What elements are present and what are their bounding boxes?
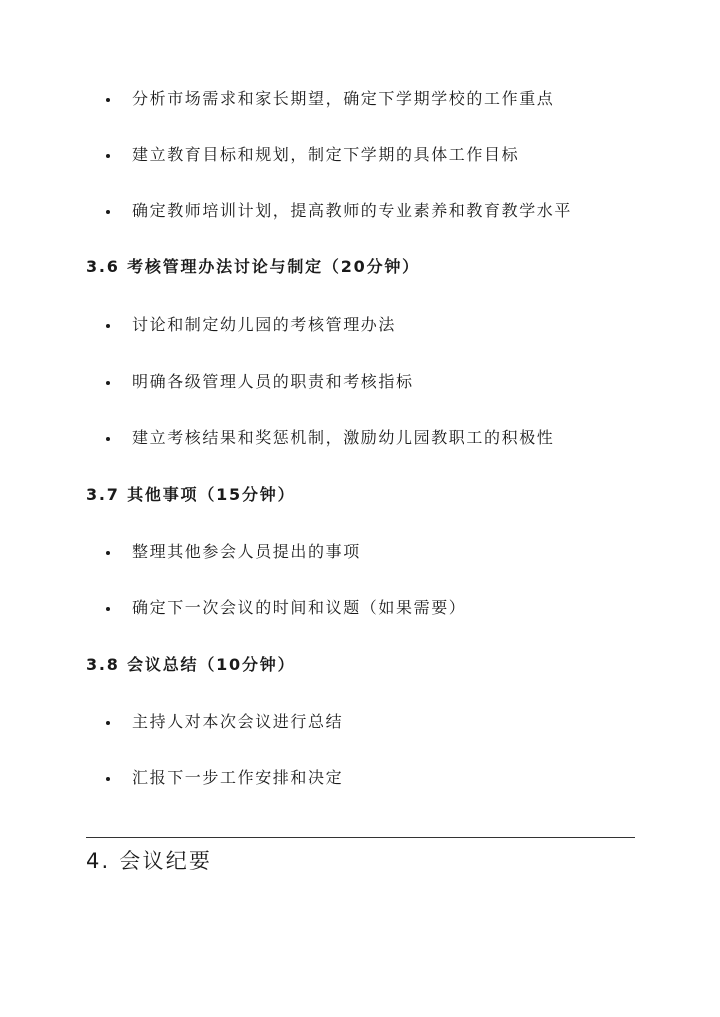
bullet-dot-icon <box>106 607 110 611</box>
list-item-text: 建立教育目标和规划，制定下学期的具体工作目标 <box>132 145 520 164</box>
bullet-dot-icon <box>106 154 110 158</box>
bullet-dot-icon <box>106 551 110 555</box>
bullet-dot-icon <box>106 381 110 385</box>
list-item <box>108 372 414 392</box>
list-item-text: 确定下一次会议的时间和议题（如果需要） <box>132 598 467 617</box>
bullet-dot-icon <box>106 324 110 328</box>
list-item <box>108 145 519 165</box>
bullet-dot-icon <box>106 437 110 441</box>
list-item <box>108 201 572 221</box>
bullet-dot-icon <box>106 777 110 781</box>
section-heading-4: 4. 会议纪要 <box>86 849 213 873</box>
list-item <box>108 428 554 448</box>
list-item <box>108 768 343 788</box>
list-item-text: 讨论和制定幼儿园的考核管理办法 <box>132 315 397 334</box>
section-heading-3-8: 3.8 会议总结（10分钟） <box>86 655 296 674</box>
list-item-text: 主持人对本次会议进行总结 <box>132 712 344 731</box>
section-heading-3-7: 3.7 其他事项（15分钟） <box>86 485 296 504</box>
list-item <box>108 542 361 562</box>
bullet-dot-icon <box>106 210 110 214</box>
list-item-text: 明确各级管理人员的职责和考核指标 <box>132 372 414 391</box>
list-item <box>108 598 466 618</box>
list-item-text: 确定教师培训计划，提高教师的专业素养和教育教学水平 <box>132 201 573 220</box>
list-item-text: 整理其他参会人员提出的事项 <box>132 542 361 561</box>
section-heading-3-6: 3.6 考核管理办法讨论与制定（20分钟） <box>86 257 420 276</box>
list-item-text: 建立考核结果和奖惩机制，激励幼儿园教职工的积极性 <box>132 428 555 447</box>
bullet-dot-icon <box>106 98 110 102</box>
list-item-text: 分析市场需求和家长期望，确定下学期学校的工作重点 <box>132 89 555 108</box>
list-item <box>108 315 396 335</box>
bullet-dot-icon <box>106 721 110 725</box>
list-item <box>108 89 554 109</box>
section-divider <box>86 837 635 838</box>
list-item <box>108 712 343 732</box>
list-item-text: 汇报下一步工作安排和决定 <box>132 768 344 787</box>
